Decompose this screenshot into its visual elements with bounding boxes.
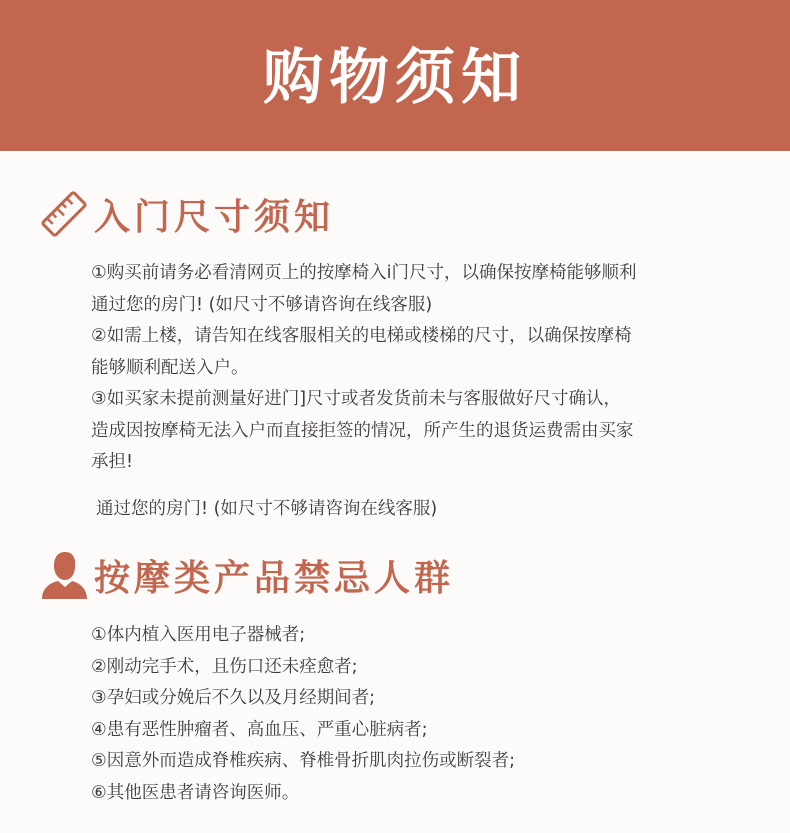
instruction-line: 能够顺利配送入户。 <box>91 357 249 378</box>
ruler-icon <box>38 188 90 240</box>
list-item: ②刚动完手术，且伤口还未痊愈者; <box>91 656 358 677</box>
instruction-line: 通过您的房门! (如尺寸不够请咨询在线客服) <box>91 294 433 315</box>
entry-size-instructions <box>91 258 751 479</box>
instruction-line: ②如需上楼，请告知在线客服相关的电梯或楼梯的尺寸，以确保按摩椅 <box>91 326 632 346</box>
header-banner <box>0 0 790 151</box>
list-item: ⑤因意外而造成脊椎疾病、脊椎骨折肌肉拉伤或断裂者; <box>91 751 516 771</box>
instruction-line: 造成因按摩椅无法入户而直接拒签的情况，所产生的退货运费需由买家 <box>91 420 634 441</box>
instruction-line: ③如买家未提前测量好进门]尺寸或者发货前未与客服做好尺寸确认， <box>91 389 622 409</box>
contraindication-list <box>91 620 751 809</box>
list-item: ⑥其他医患者请咨询医师。 <box>91 782 300 803</box>
section-header-contraindications <box>38 549 454 601</box>
section-title-contraindications: 按摩类产品禁忌人群 <box>94 557 455 599</box>
section-header-entry-size <box>38 188 334 240</box>
instruction-line: ①购买前请务必看清网页上的按摩椅入i门尺寸，以确保按摩椅能够顺利 <box>91 263 637 283</box>
instruction-line: 承担! <box>91 452 134 472</box>
section-title-entry-size: 入门尺寸须知 <box>94 196 335 238</box>
list-item: ④患有恶性肿瘤者、高血压、严重心脏病者; <box>91 719 428 740</box>
list-item: ③孕妇或分娩后不久以及月经期间者; <box>91 688 376 708</box>
entry-size-note: 通过您的房门! (如尺寸不够请咨询在线客服) <box>96 499 438 519</box>
list-item: ①体内植入医用电子器械者; <box>91 625 306 645</box>
person-icon <box>38 549 90 601</box>
page-title: 购物须知 <box>263 42 527 113</box>
